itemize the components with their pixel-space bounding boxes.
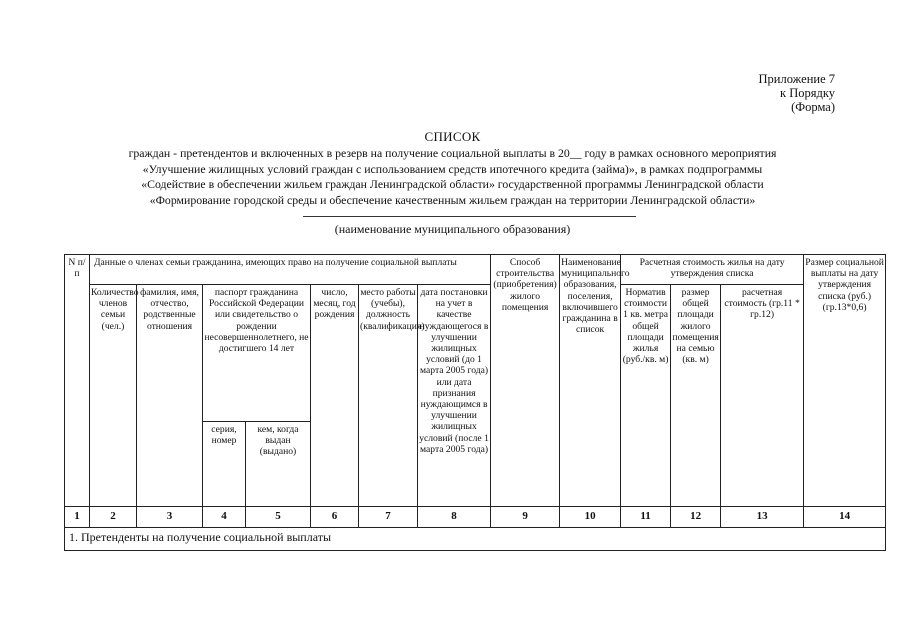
column-number: 6 [311,507,359,528]
subtitle-line: «Формирование городской среды и обеспечение качественным жильем граждан на территории Ленинградской области» [149,192,756,207]
header-full-name: фамилия, имя, отчество, родственные отношения [137,285,203,507]
column-number: 10 [560,507,621,528]
column-number: 2 [90,507,137,528]
header-family-data: Данные о членах семьи гражданина, имеющих право на получение социальной выплаты [90,255,491,285]
appendix-line: к Порядку [780,86,835,100]
header-living-area: размер общей площади жилого помещения на семью (кв. м) [671,285,721,507]
column-number: 5 [246,507,311,528]
header-norm-cost: Норматив стоимости 1 кв. метра общей площади жилья (руб./кв. м) [621,285,671,507]
header-family-count: Количество членов семьи (чел.) [90,285,137,507]
column-number: 4 [203,507,246,528]
header-workplace: место работы (учебы), должность (квалификация) [359,285,418,507]
column-number: 9 [491,507,560,528]
appendix-note [759,72,835,114]
municipality-blank-line [303,216,636,217]
appendix-line: (Форма) [791,100,835,114]
header-passport-series: серия, номер [203,422,246,507]
header-payment-size: Размер социальной выплаты на дату утверждения списка (руб.) (гр.13*0,6) [804,255,886,507]
column-number-row [65,507,886,528]
header-birth-date: число, месяц, год рождения [311,285,359,507]
column-number: 13 [721,507,804,528]
section-row [65,528,886,551]
column-number: 3 [137,507,203,528]
column-number: 8 [418,507,491,528]
header-municipality: Наименование муниципального образования, поселения, включившего гражданина в список [560,255,621,507]
column-number: 14 [804,507,886,528]
column-number: 1 [65,507,90,528]
document-subtitle [0,146,905,208]
column-number: 11 [621,507,671,528]
document-title: СПИСОК [424,129,481,144]
register-table [64,254,886,551]
appendix-line: Приложение 7 [758,72,835,86]
header-passport-issued: кем, когда выдан (выдано) [246,422,311,507]
subtitle-line: «Содействие в обеспечении жильем граждан Ленинградской области» государственной программы Ленинградской области [141,177,764,191]
column-number: 12 [671,507,721,528]
header-registration-date: дата постановки на учет в качестве нуждающегося в улучшении жилищных условий (до 1 марта 2005 года) или дата признания нуждающимся в улучшении жилищных условий (после 1 марта 2005 года) [418,285,491,507]
subtitle-line: граждан - претендентов и включенных в резерв на получение социальной выплаты в 20__ году в рамках основного мероприятия [128,146,777,160]
header-estimated-cost: расчетная стоимость (гр.11 * гр.12) [721,285,804,507]
subtitle-line: «Улучшение жилищных условий граждан с использованием средств ипотечного кредита (займа)», в рамках подпрограммы [142,161,763,176]
header-calculated-cost: Расчетная стоимость жилья на дату утверждения списка [621,255,804,285]
header-construction-method: Способ строительства (приобретения) жилого помещения [491,255,560,507]
municipality-caption: (наименование муниципального образования) [334,222,571,236]
header-num: N п/п [65,255,90,507]
header-passport: паспорт гражданина Российской Федерации или свидетельство о рождении несовершеннолетнего, не достигшего 14 лет [203,285,311,422]
section-applicants: 1. Претенденты на получение социальной выплаты [65,528,886,551]
column-number: 7 [359,507,418,528]
